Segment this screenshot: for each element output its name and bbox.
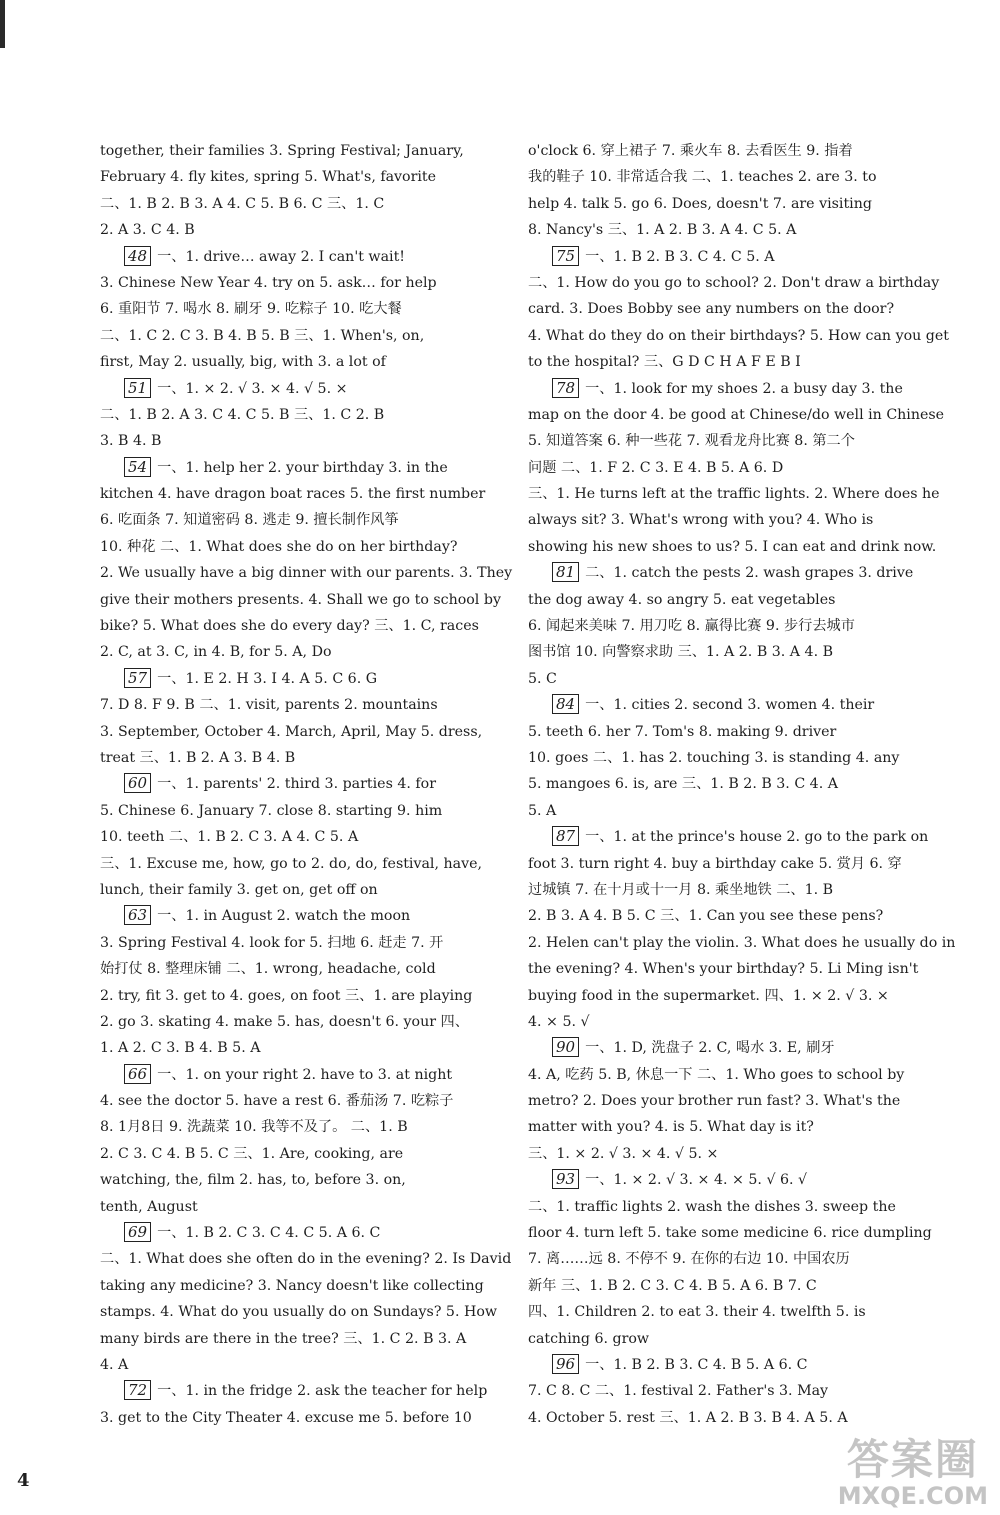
answer-text: 一、1. help her 2. your birthday 3. in the	[157, 459, 448, 476]
page-number: 4	[17, 1470, 30, 1491]
answer-line	[100, 745, 500, 771]
answer-line	[528, 930, 956, 956]
section-page-marker: 66	[124, 1064, 151, 1084]
answer-text: first, May 2. usually, big, with 3. a lot of	[100, 354, 386, 371]
answer-line	[528, 164, 928, 190]
answer-line	[100, 666, 500, 692]
section-page-marker: 75	[552, 246, 579, 266]
answer-line	[100, 1194, 500, 1220]
answer-text: 一、1. drive… away 2. I can't wait!	[157, 248, 405, 265]
answer-line	[100, 191, 500, 217]
answer-line	[528, 956, 928, 982]
answer-text: 始打仗 8. 整理床铺 二、1. wrong, headache, cold	[100, 961, 436, 978]
answer-line	[100, 956, 500, 982]
answer-line	[528, 745, 928, 771]
answer-text: 4. What do they do on their birthdays? 5. How can you get	[528, 327, 949, 344]
answer-text: card. 3. Does Bobby see any numbers on the door?	[528, 301, 895, 318]
answer-text: 3. get to the City Theater 4. excuse me 5. before 10	[100, 1409, 472, 1426]
answer-text: 一、1. parents' 2. third 3. parties 4. for	[157, 776, 436, 793]
answer-line	[528, 877, 928, 903]
answer-text: floor 4. turn left 5. take some medicine 6. rice dumpling	[528, 1225, 932, 1242]
answer-text: 7. 离……远 8. 不停不 9. 在你的右边 10. 中国农历	[528, 1251, 850, 1268]
answer-line	[528, 771, 928, 797]
watermark	[838, 1437, 988, 1509]
answer-line	[528, 798, 928, 824]
answer-line	[100, 296, 500, 322]
answer-text: 7. D 8. F 9. B 二、1. visit, parents 2. mountains	[100, 697, 438, 714]
answer-line	[100, 771, 500, 797]
answer-text: 问题 二、1. F 2. C 3. E 4. B 5. A 6. D	[528, 459, 784, 476]
answer-line	[528, 270, 940, 296]
answer-text: kitchen 4. have dragon boat races 5. the first number	[100, 486, 486, 503]
answer-line	[528, 1167, 928, 1193]
answer-line	[528, 983, 928, 1009]
answer-line	[528, 903, 928, 929]
answer-line	[100, 376, 500, 402]
answer-text: 二、1. catch the pests 2. wash grapes 3. drive	[585, 565, 914, 582]
section-page-marker: 51	[124, 378, 151, 398]
answer-text: February 4. fly kites, spring 5. What's, favorite	[100, 169, 437, 186]
answer-line	[528, 323, 949, 349]
answer-text: 新年 三、1. B 2. C 3. C 4. B 5. A 6. B 7. C	[528, 1277, 817, 1294]
answer-line	[100, 534, 500, 560]
answer-text: 一、1. at the prince's house 2. go to the park on	[585, 829, 929, 846]
section-page-marker: 69	[124, 1222, 151, 1242]
answer-text: 4. see the doctor 5. have a rest 6. 番茄汤 7. 吃粽子	[100, 1093, 454, 1110]
answer-text: 一、1. cities 2. second 3. women 4. their	[585, 697, 875, 714]
answer-line	[100, 244, 500, 270]
answer-line	[100, 1405, 500, 1431]
answer-line	[100, 1299, 500, 1325]
answer-line	[528, 639, 928, 665]
answer-line	[100, 217, 500, 243]
answer-line	[100, 1246, 512, 1272]
answer-line	[100, 798, 500, 824]
answer-line	[528, 1088, 928, 1114]
answer-text: 一、1. B 2. B 3. C 4. B 5. A 6. C	[585, 1356, 808, 1373]
answer-line	[528, 560, 928, 586]
answer-text: showing his new shoes to us? 5. I can eat and drink now.	[528, 538, 937, 555]
section-page-marker: 81	[552, 562, 579, 582]
answer-text: 5. teeth 6. her 7. Tom's 8. making 9. driver	[528, 723, 837, 740]
answer-line	[100, 507, 500, 533]
answer-text: 一、1. × 2. √ 3. × 4. × 5. √ 6. √	[585, 1172, 808, 1189]
watermark-url: MXQE.COM	[837, 1482, 988, 1510]
answer-text: 6. 吃面条 7. 知道密码 8. 逃走 9. 擅长制作风筝	[100, 512, 399, 529]
answer-line	[100, 138, 500, 164]
answer-text: map on the door 4. be good at Chinese/do well in Chinese	[528, 406, 945, 423]
answer-text: 一、1. × 2. √ 3. × 4. √ 5. ×	[157, 380, 348, 397]
answer-text: 一、1. D, 洗盘子 2. C, 喝水 3. E, 刷牙	[585, 1040, 835, 1057]
answer-line	[528, 507, 928, 533]
answer-line	[100, 1062, 500, 1088]
answer-line	[100, 983, 500, 1009]
answer-text: 3. B 4. B	[100, 433, 162, 450]
answer-text: 一、1. E 2. H 3. I 4. A 5. C 6. G	[157, 670, 378, 687]
answer-line	[528, 692, 928, 718]
section-page-marker: 93	[552, 1169, 579, 1189]
answer-line	[528, 1299, 928, 1325]
answer-text: catching 6. grow	[528, 1330, 650, 1347]
answer-text: lunch, their family 3. get on, get off on	[100, 881, 378, 898]
answer-text: 过城镇 7. 在十月或十一月 8. 乘坐地铁 二、1. B	[528, 881, 834, 898]
answer-line	[528, 666, 928, 692]
answer-line	[528, 217, 928, 243]
answer-text: 4. × 5. √	[528, 1013, 590, 1030]
answer-line	[528, 1141, 928, 1167]
answer-line	[528, 587, 928, 613]
answer-text: 4. A, 吃药 5. B, 休息一下 二、1. Who goes to school by	[528, 1066, 905, 1083]
answer-text: many birds are there in the tree? 三、1. C 2. B 3. A	[100, 1330, 467, 1347]
answer-line	[100, 877, 500, 903]
section-page-marker: 63	[124, 905, 151, 925]
answer-text: 三、1. × 2. √ 3. × 4. √ 5. ×	[528, 1145, 719, 1162]
answer-line	[528, 1378, 928, 1404]
answer-line	[528, 824, 928, 850]
answer-line	[528, 1352, 928, 1378]
answer-text: foot 3. turn right 4. buy a birthday cake 5. 赏月 6. 穿	[528, 855, 902, 872]
answer-line	[528, 1009, 928, 1035]
answer-text: 2. C, at 3. C, in 4. B, for 5. A, Do	[100, 644, 332, 661]
answer-line	[100, 1167, 500, 1193]
answer-text: 2. go 3. skating 4. make 5. has, doesn't 6. your 四、	[100, 1013, 469, 1030]
section-page-marker: 57	[124, 668, 151, 688]
right-answer-column	[528, 138, 956, 1431]
answer-line	[528, 191, 928, 217]
answer-text: 2. B 3. A 4. B 5. C 三、1. Can you see these pens?	[528, 908, 884, 925]
answer-text: 7. C 8. C 二、1. festival 2. Father's 3. May	[528, 1383, 829, 1400]
answer-text: 10. 种花 二、1. What does she do on her birthday?	[100, 538, 458, 555]
answer-text: matter with you? 4. is 5. What day is it?	[528, 1119, 814, 1136]
answer-text: 一、1. B 2. B 3. C 4. C 5. A	[585, 248, 775, 265]
answer-text: treat 三、1. B 2. A 3. B 4. B	[100, 749, 296, 766]
answer-line	[528, 534, 937, 560]
answer-text: 3. Chinese New Year 4. try on 5. ask… for help	[100, 274, 437, 291]
answer-text: 3. September, October 4. March, April, May 5. dress,	[100, 723, 483, 740]
answer-line	[528, 481, 940, 507]
answer-line	[100, 1035, 500, 1061]
answer-line	[528, 851, 928, 877]
answer-text: tenth, August	[100, 1198, 198, 1215]
answer-text: 6. 重阳节 7. 喝水 8. 刷牙 9. 吃粽子 10. 吃大餐	[100, 301, 402, 318]
answer-text: 4. A	[100, 1356, 129, 1373]
answer-text: 2. A 3. C 4. B	[100, 222, 195, 239]
section-page-marker: 72	[124, 1380, 151, 1400]
answer-text: taking any medicine? 3. Nancy doesn't like collecting	[100, 1277, 484, 1294]
answer-line	[100, 1378, 500, 1404]
answer-line	[100, 639, 500, 665]
answer-text: 图书馆 10. 向警察求助 三、1. A 2. B 3. A 4. B	[528, 644, 834, 661]
answer-text: 二、1. How do you go to school? 2. Don't draw a birthday	[528, 274, 940, 291]
section-page-marker: 87	[552, 826, 579, 846]
answer-line	[100, 560, 513, 586]
answer-line	[100, 719, 500, 745]
answer-line	[100, 613, 500, 639]
answer-text: 4. October 5. rest 三、1. A 2. B 3. B 4. A 5. A	[528, 1409, 848, 1426]
answer-text: 8. Nancy's 三、1. A 2. B 3. A 4. C 5. A	[528, 222, 797, 239]
answer-text: 5. 知道答案 6. 种一些花 7. 观看龙舟比赛 8. 第二个	[528, 433, 855, 450]
answer-text: 10. teeth 二、1. B 2. C 3. A 4. C 5. A	[100, 829, 359, 846]
answer-line	[100, 349, 500, 375]
answer-line	[528, 296, 928, 322]
answer-text: the dog away 4. so angry 5. eat vegetables	[528, 591, 836, 608]
answer-text: 四、1. Children 2. to eat 3. their 4. twelfth 5. is	[528, 1304, 866, 1321]
answer-text: 2. try, fit 3. get to 4. goes, on foot 三、1. are playing	[100, 987, 473, 1004]
answer-line	[528, 1062, 928, 1088]
answer-line	[528, 1194, 928, 1220]
answer-text: 10. goes 二、1. has 2. touching 3. is standing 4. any	[528, 749, 900, 766]
answer-text: together, their families 3. Spring Festival; January,	[100, 143, 464, 159]
answer-line	[528, 1405, 928, 1431]
answer-text: 二、1. What does she often do in the evening? 2. Is David	[100, 1251, 512, 1268]
answer-line	[100, 1009, 500, 1035]
section-page-marker: 48	[124, 246, 151, 266]
answer-line	[100, 1088, 500, 1114]
answer-line	[528, 455, 928, 481]
answer-line	[100, 481, 500, 507]
answer-text: 二、1. C 2. C 3. B 4. B 5. B 三、1. When's, on,	[100, 327, 425, 344]
answer-line	[528, 402, 945, 428]
answer-text: give their mothers presents. 4. Shall we go to school by	[100, 591, 501, 608]
answer-text: 5. Chinese 6. January 7. close 8. starting 9. him	[100, 802, 443, 819]
answer-line	[100, 1326, 500, 1352]
answer-line	[100, 824, 500, 850]
answer-line	[100, 1114, 500, 1140]
section-page-marker: 78	[552, 378, 579, 398]
answer-text: help 4. talk 5. go 6. Does, doesn't 7. are visiting	[528, 195, 872, 212]
answer-line	[100, 851, 500, 877]
answer-text: bike? 5. What does she do every day? 三、1. C, races	[100, 618, 479, 635]
answer-line	[100, 1141, 500, 1167]
answer-line	[528, 1114, 928, 1140]
answer-line	[100, 428, 500, 454]
section-page-marker: 90	[552, 1037, 579, 1057]
answer-text: 5. C	[528, 670, 557, 687]
answer-text: o'clock 6. 穿上裙子 7. 乘火车 8. 去看医生 9. 指着	[528, 143, 853, 159]
answer-text: the evening? 4. When's your birthday? 5. Li Ming isn't	[528, 961, 919, 978]
answer-text: 2. Helen can't play the violin. 3. What does he usually do in	[528, 934, 956, 951]
answer-text: 一、1. in the fridge 2. ask the teacher for help	[157, 1383, 488, 1400]
answer-text: 5. A	[528, 802, 557, 819]
answer-line	[100, 164, 500, 190]
answer-text: 三、1. Excuse me, how, go to 2. do, do, festival, have,	[100, 855, 483, 872]
answer-text: 2. C 3. C 4. B 5. C 三、1. Are, cooking, are	[100, 1145, 404, 1162]
section-page-marker: 84	[552, 694, 579, 714]
answer-text: 我的鞋子 10. 非常适合我 二、1. teaches 2. are 3. to	[528, 169, 877, 186]
answer-line	[100, 692, 500, 718]
answer-text: 一、1. on your right 2. have to 3. at night	[157, 1066, 453, 1083]
answer-line	[100, 1273, 500, 1299]
answer-line	[100, 903, 500, 929]
binding-edge	[0, 0, 5, 48]
answer-line	[528, 1220, 932, 1246]
answer-line	[528, 1326, 928, 1352]
section-page-marker: 60	[124, 773, 151, 793]
answer-line	[528, 1246, 928, 1272]
answer-text: 一、1. in August 2. watch the moon	[157, 908, 411, 925]
answer-line	[528, 719, 928, 745]
answer-line	[528, 1273, 928, 1299]
answer-text: always sit? 3. What's wrong with you? 4. Who is	[528, 512, 874, 529]
answer-line	[100, 1352, 500, 1378]
answer-line	[528, 376, 928, 402]
answer-line	[100, 270, 500, 296]
answer-text: metro? 2. Does your brother run fast? 3. What's the	[528, 1093, 901, 1110]
answer-text: 二、1. B 2. B 3. A 4. C 5. B 6. C 三、1. C	[100, 195, 385, 212]
answer-text: 1. A 2. C 3. B 4. B 5. A	[100, 1040, 261, 1057]
answer-line	[100, 323, 500, 349]
answer-line	[528, 349, 928, 375]
answer-text: watching, the, film 2. has, to, before 3. on,	[100, 1172, 406, 1189]
answer-line	[100, 587, 500, 613]
answer-text: buying food in the supermarket. 四、1. × 2. √ 3. ×	[528, 987, 889, 1004]
answer-text: 5. mangoes 6. is, are 三、1. B 2. B 3. C 4. A	[528, 776, 838, 793]
answer-line	[528, 428, 928, 454]
answer-line	[100, 930, 500, 956]
section-page-marker: 54	[124, 457, 151, 477]
answer-text: 一、1. look for my shoes 2. a busy day 3. the	[585, 380, 903, 397]
answer-line	[528, 1035, 928, 1061]
answer-line	[100, 455, 500, 481]
answer-text: 一、1. B 2. C 3. C 4. C 5. A 6. C	[157, 1225, 381, 1242]
answer-line	[100, 402, 500, 428]
answer-text: to the hospital? 三、G D C H A F E B I	[528, 354, 801, 371]
answer-text: 2. We usually have a big dinner with our parents. 3. They	[100, 565, 513, 582]
section-page-marker: 96	[552, 1354, 579, 1374]
answer-text: 6. 闻起来美味 7. 用刀吃 8. 赢得比赛 9. 步行去城市	[528, 618, 855, 635]
answer-text: 二、1. B 2. A 3. C 4. C 5. B 三、1. C 2. B	[100, 406, 385, 423]
answer-line	[528, 138, 928, 164]
answer-text: 二、1. traffic lights 2. wash the dishes 3. sweep the	[528, 1198, 896, 1215]
answer-text: 三、1. He turns left at the traffic lights. 2. Where does he	[528, 486, 940, 503]
answer-line	[100, 1220, 500, 1246]
left-answer-column	[100, 138, 513, 1431]
watermark-logo: 答案圈	[846, 1435, 979, 1484]
answer-line	[528, 613, 928, 639]
answer-text: 8. 1月8日 9. 洗蔬菜 10. 我等不及了。 二、1. B	[100, 1119, 408, 1136]
answer-text: stamps. 4. What do you usually do on Sundays? 5. How	[100, 1304, 498, 1321]
answer-text: 3. Spring Festival 4. look for 5. 扫地 6. 赶走 7. 开	[100, 934, 444, 951]
answer-line	[528, 244, 928, 270]
